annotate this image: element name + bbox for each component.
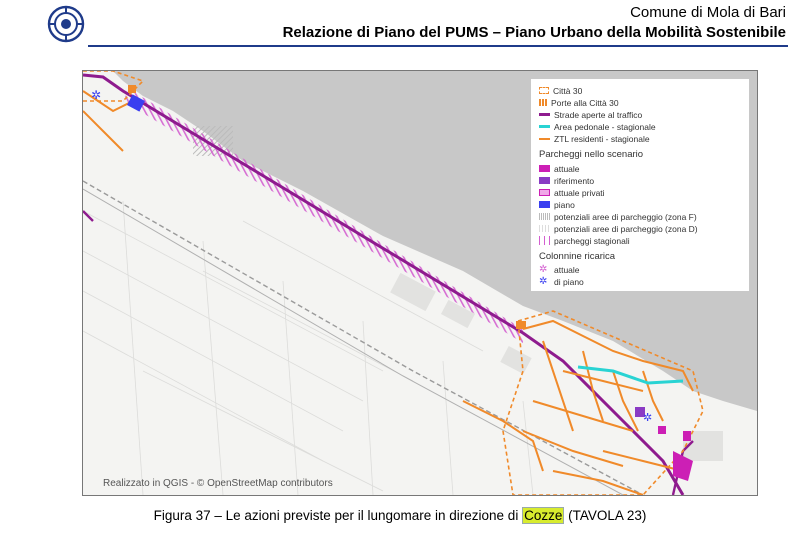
legend-item-porte: Porte alla Città 30	[539, 97, 619, 108]
legend-item-charging-piano: ✲ di piano	[539, 276, 584, 287]
line-icon	[539, 113, 550, 116]
hatch-icon	[539, 213, 550, 220]
header-divider	[88, 45, 788, 47]
legend-item-strade: Strade aperte al traffico	[539, 109, 642, 120]
legend-charging-title: Colonnine ricarica	[539, 251, 616, 262]
figure-caption: Figura 37 – Le azioni previste per il lungomare in direzione di Cozze (TAVOLA 23)	[153, 508, 647, 523]
grid-box-icon	[539, 99, 547, 106]
legend-item-stagionali: parcheggi stagionali	[539, 235, 630, 246]
box-icon	[539, 165, 550, 172]
map-legend	[531, 79, 749, 291]
star-icon: ✲	[539, 276, 548, 287]
map-figure	[82, 70, 758, 496]
charging-station-plan-icon: ✲	[91, 88, 102, 102]
legend-item-charging-attuale: ✲ attuale	[539, 264, 580, 275]
charging-station-plan-icon: ✲	[643, 411, 653, 424]
box-icon	[539, 189, 550, 196]
map-credit: Realizzato in QGIS - © OpenStreetMap contributors	[103, 478, 333, 489]
dashed-box-icon	[539, 87, 549, 94]
line-icon	[539, 138, 550, 140]
legend-parking-title: Parcheggi nello scenario	[539, 149, 644, 160]
header-municipality: Comune di Mola di Bari	[630, 4, 786, 21]
highlighted-word: Cozze	[524, 508, 563, 523]
legend-item-parking-attuale: attuale	[539, 163, 580, 174]
legend-item-citta-30: Città 30	[539, 85, 582, 96]
ticks-icon	[539, 236, 550, 245]
legend-item-parking-riferimento: riferimento	[539, 175, 594, 186]
line-icon	[539, 125, 550, 128]
header-document-title: Relazione di Piano del PUMS – Piano Urbano della Mobilità Sostenibile	[282, 24, 786, 41]
legend-item-area-pedonale: Area pedonale - stagionale	[539, 121, 656, 132]
legend-item-parking-piano: piano	[539, 199, 575, 210]
box-icon	[539, 201, 550, 208]
legend-item-zona-f: potenziali aree di parcheggio (zona F)	[539, 211, 697, 222]
box-icon	[539, 177, 550, 184]
legend-item-zona-d: potenziali aree di parcheggio (zona D)	[539, 223, 698, 234]
municipality-logo	[46, 4, 86, 44]
legend-item-parking-privati: attuale privati	[539, 187, 605, 198]
citta-30-gate	[516, 321, 526, 329]
legend-item-ztl: ZTL residenti - stagionale	[539, 133, 650, 144]
star-icon: ✲	[539, 264, 548, 275]
hatch-icon	[539, 225, 550, 232]
